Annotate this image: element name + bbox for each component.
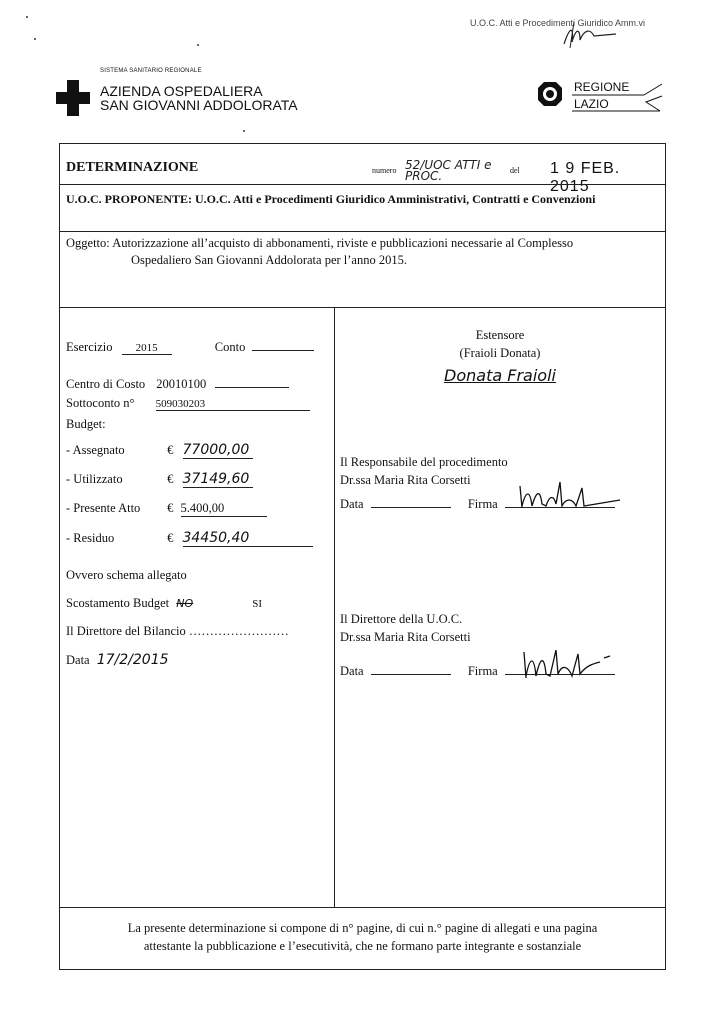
org-line1: AZIENDA OSPEDALIERA: [100, 83, 263, 99]
divider: [60, 907, 665, 908]
scan-speck: [26, 16, 28, 18]
centro-costo-value: 20010100: [156, 377, 207, 391]
date-stamp: 1 9 FEB. 2015: [550, 160, 621, 195]
numero-handwritten: 52/UOC ATTI e PROC.: [405, 158, 492, 183]
footer-note: [70, 919, 655, 955]
region-line1: REGIONE: [574, 80, 630, 94]
direttore-bilancio: Il Direttore del Bilancio ……………………: [66, 624, 289, 638]
scan-speck: [243, 130, 245, 132]
centro-costo-label: Centro di Costo: [66, 377, 146, 391]
ovvero-schema: Ovvero schema allegato: [66, 568, 187, 582]
scan-speck: [197, 44, 199, 46]
residuo-label: - Residuo: [66, 531, 115, 545]
top-stamp-note: U.O.C. Atti e Procedimenti Giuridico Amm.vi: [470, 18, 646, 28]
top-initial-signature-icon: [560, 20, 620, 50]
conto-value: [252, 350, 314, 351]
sottoconto-label: Sottoconto n°: [66, 396, 135, 410]
data-label: Data: [340, 497, 364, 511]
assegnato-value: 77000,00: [183, 442, 253, 459]
data-label: Data: [66, 653, 90, 667]
currency-symbol: €: [167, 472, 174, 486]
data-label: Data: [340, 664, 364, 678]
system-label: SISTEMA SANITARIO REGIONALE: [100, 68, 202, 74]
direttore-uoc-name: Dr.ssa Maria Rita Corsetti: [340, 630, 471, 644]
region-line2: LAZIO: [574, 97, 609, 111]
uoc-proponente: U.O.C. PROPONENTE: U.O.C. Atti e Procedimenti Giuridico Amministrativi, Contratti e Convenzioni: [66, 192, 596, 206]
residuo-value: 34450,40: [183, 530, 313, 547]
scostamento-label: Scostamento Budget: [66, 596, 170, 610]
direttore-signature-icon: [520, 644, 640, 684]
responsabile-label: Il Responsabile del procedimento: [340, 455, 508, 469]
conto-label: Conto: [214, 340, 246, 354]
scostamento-si: SI: [252, 598, 263, 610]
sottoconto-value: 509030203: [156, 398, 310, 411]
column-divider: [334, 307, 335, 907]
currency-symbol: €: [167, 443, 174, 457]
estensore-label: Estensore: [475, 328, 525, 342]
budget-label: Budget:: [66, 417, 106, 431]
oggetto-label: Oggetto:: [66, 236, 110, 250]
divider: [60, 231, 665, 232]
direttore-uoc-label: Il Direttore della U.O.C.: [340, 612, 463, 626]
utilizzato-value: 37149,60: [183, 471, 253, 488]
divider: [60, 184, 665, 185]
esercizio-value: 2015: [122, 342, 172, 355]
scan-speck: [34, 38, 36, 40]
blank-line: [215, 387, 289, 388]
estensore-signature: Donata Fraioli: [444, 366, 556, 385]
oggetto-line1: Autorizzazione all’acquisto di abbonamenti, riviste e pubblicazioni necessarie al Complesso: [112, 236, 574, 250]
del-label: del: [510, 166, 520, 175]
utilizzato-label: - Utilizzato: [66, 472, 123, 486]
assegnato-label: - Assegnato: [66, 443, 125, 457]
red-cross-logo-icon: [56, 80, 90, 116]
data-field: [371, 507, 451, 508]
responsabile-signature-icon: [516, 476, 636, 516]
divider: [60, 307, 665, 308]
scostamento-no: NO: [176, 597, 194, 610]
estensore-name: (Fraioli Donata): [459, 346, 541, 360]
firma-label: Firma: [467, 497, 498, 511]
data-value: 17/2/2015: [96, 652, 169, 668]
determination-form: [59, 143, 666, 970]
footer-line2: attestante la pubblicazione e l’esecutività, che ne formano parte integrante e sostanziale: [143, 939, 582, 953]
data-field: [371, 674, 451, 675]
responsabile-name: Dr.ssa Maria Rita Corsetti: [340, 473, 471, 487]
presente-atto-value: 5.400,00: [181, 501, 267, 517]
oggetto-line2: Ospedaliero San Giovanni Addolorata per l’anno 2015.: [131, 253, 407, 267]
firma-label: Firma: [467, 664, 498, 678]
footer-line1: La presente determinazione si compone di n° pagine, di cui n.° pagine di allegati e una pagina: [127, 921, 598, 935]
presente-atto-label: - Presente Atto: [66, 501, 141, 515]
numero-label: numero: [372, 166, 397, 175]
organization-name: [100, 84, 298, 112]
currency-symbol: €: [167, 531, 174, 545]
org-line2: SAN GIOVANNI ADDOLORATA: [100, 97, 298, 113]
currency-symbol: €: [167, 501, 174, 515]
oggetto: [66, 235, 661, 269]
determination-title: DETERMINAZIONE: [66, 160, 199, 175]
esercizio-label: Esercizio: [66, 340, 113, 354]
